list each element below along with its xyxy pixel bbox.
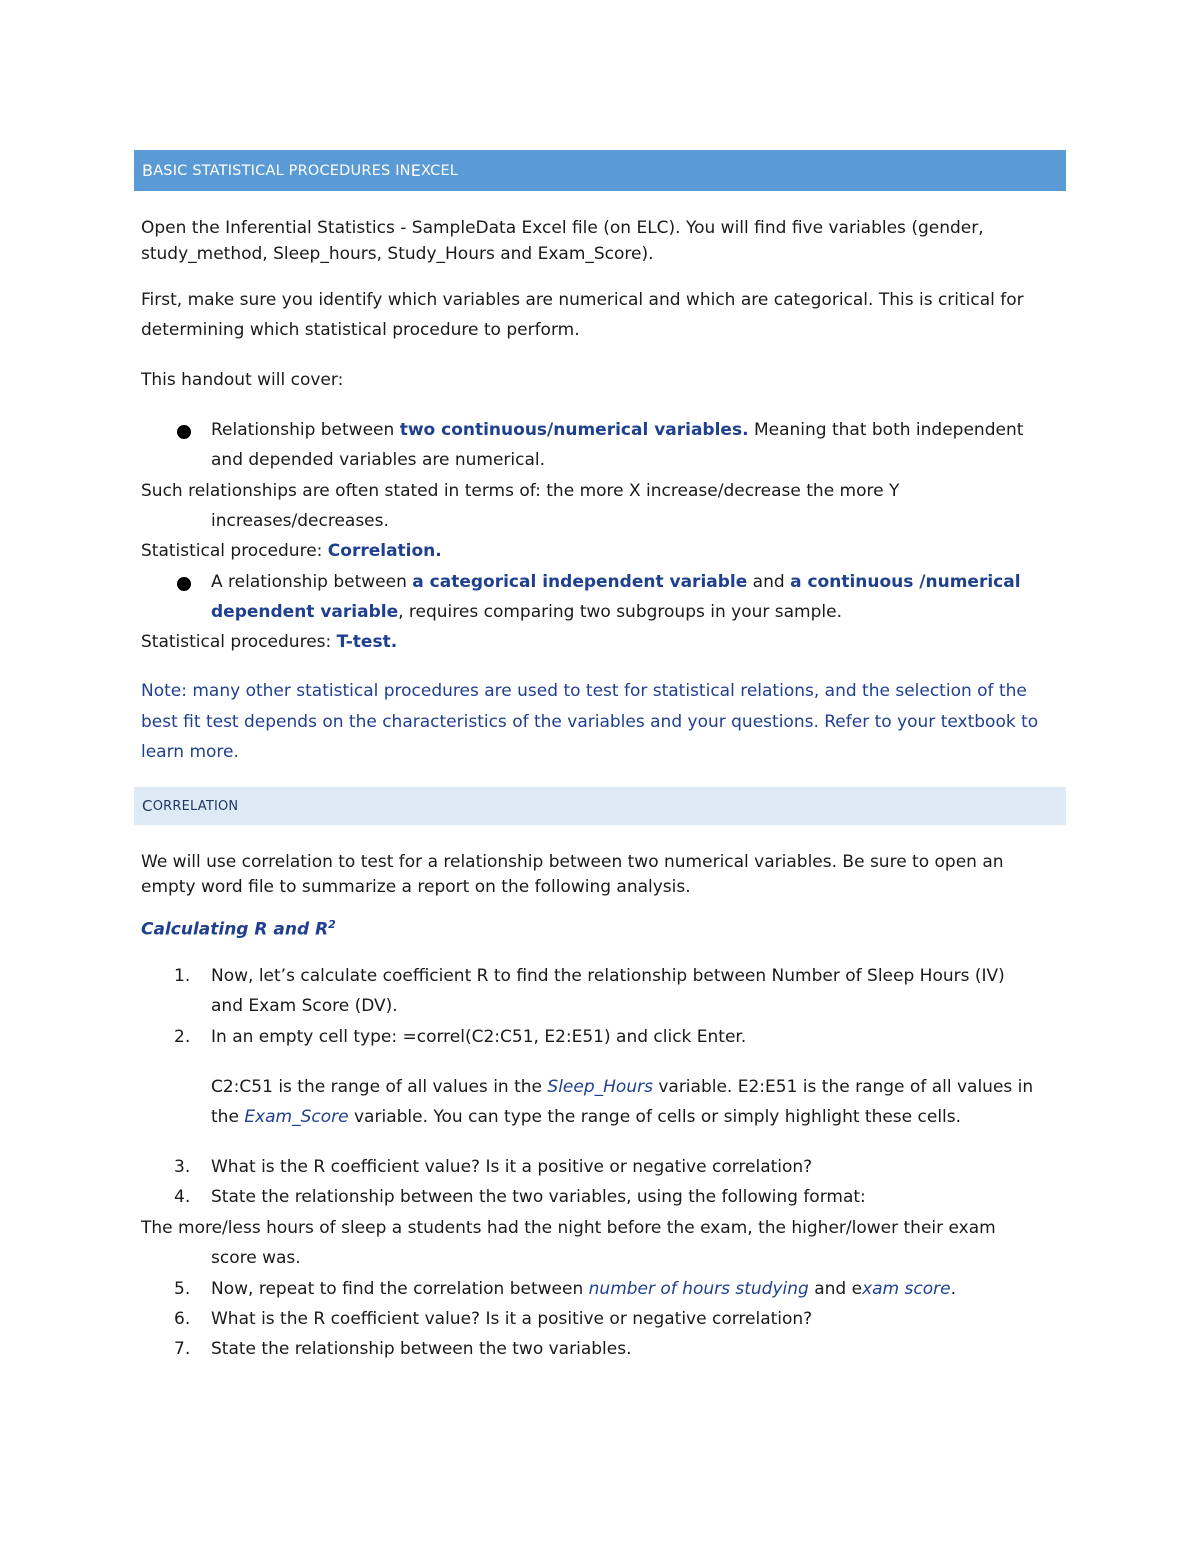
format-line-1: The more/less hours of sleep a students had the night before the exam, the higher/lower their exam (141, 1218, 996, 1238)
step-3-text: What is the R coefficient value? Is it a positive or negative correlation? (211, 1157, 813, 1177)
bullet-2-text-a: A relationship between (211, 572, 413, 592)
step-6-text: What is the R coefficient value? Is it a positive or negative correlation? (211, 1309, 813, 1329)
exam-score-var: Exam_Score (244, 1107, 349, 1127)
step-number-5: 5. (174, 1279, 191, 1299)
bullet-2-line-1 (211, 572, 1021, 592)
such-relationships-line-1: Such relationships are often stated in terms of: the more X increase/decrease the more Y (141, 481, 900, 501)
step-number-3: 3. (174, 1157, 191, 1177)
section-header-correlation (134, 787, 1066, 825)
sleep-hours-var: Sleep_Hours (547, 1077, 653, 1097)
step-2-sub-line-1 (211, 1077, 1033, 1097)
step-2-sub-text-d: the (211, 1107, 245, 1127)
header-cap-c: C (142, 797, 153, 815)
correlation-intro-line-1: We will use correlation to test for a relationship between two numerical variables. Be sure to open an (141, 852, 1004, 872)
such-relationships-line-2: increases/decreases. (211, 511, 389, 531)
header-text-correlation: ORRELATION (152, 798, 239, 814)
step-number-4: 4. (174, 1187, 191, 1207)
correlation-intro-line-2: empty word file to summarize a report on the following analysis. (141, 877, 691, 897)
bullet-2-text-end: , requires comparing two subgroups in your sample. (398, 602, 842, 622)
note-line-1: Note: many other statistical procedures are used to test for statistical relations, and the selection of the (141, 681, 1027, 701)
step-5-text (211, 1279, 956, 1299)
step-4-text: State the relationship between the two variables, using the following format: (211, 1187, 866, 1207)
calculating-heading-sup: 2 (328, 918, 336, 931)
procedure-label: Statistical procedures: (141, 632, 337, 652)
step-1-line-2: and Exam Score (DV). (211, 996, 398, 1016)
section-header-basic-procedures (134, 150, 1066, 191)
step-2-sub-text-c: variable. E2:E51 is the range of all values in (652, 1077, 1034, 1097)
step-5-text-c: and e (808, 1279, 863, 1299)
step-5-text-e: . (950, 1279, 956, 1299)
procedure-ttest (141, 632, 397, 652)
identify-paragraph-line-1: First, make sure you identify which variables are numerical and which are categorical. This is critical for (141, 290, 1024, 310)
bullet-1-line-1 (211, 420, 1023, 440)
header-text-1: ASIC STATISTICAL PROCEDURES IN (153, 162, 411, 179)
procedure-value: Correlation. (327, 541, 442, 561)
header-cap-e: E (410, 161, 422, 180)
step-5-text-a: Now, repeat to find the correlation between (211, 1279, 589, 1299)
bullet-2-emphasis-1: a categorical independent variable (412, 572, 748, 592)
handout-cover-text: This handout will cover: (141, 370, 344, 390)
hours-studying-var: number of hours studying (588, 1279, 809, 1299)
procedure-correlation (141, 541, 442, 561)
bullet-1-text-a: Relationship between (211, 420, 400, 440)
step-7-text: State the relationship between the two variables. (211, 1339, 632, 1359)
step-2-sub-line-2 (211, 1107, 961, 1127)
bullet-1-line-2: and depended variables are numerical. (211, 450, 546, 470)
calculating-heading-text: Calculating R and R (141, 919, 329, 940)
intro-paragraph-line-1: Open the Inferential Statistics - SampleData Excel file (on ELC). You will find five variables (gender, (141, 218, 984, 238)
step-number-1: 1. (174, 966, 191, 986)
bullet-2-emphasis-3: dependent variable (211, 602, 399, 622)
bullet-1-text-c: Meaning that both independent (748, 420, 1024, 440)
intro-paragraph-line-2: study_method, Sleep_hours, Study_Hours and Exam_Score). (141, 244, 654, 264)
step-2-sub-text-a: C2:C51 is the range of all values in the (211, 1077, 548, 1097)
bullet-2-text-c: and (747, 572, 791, 592)
bullet-dot-icon (177, 425, 191, 439)
procedure-value: T-test. (336, 632, 398, 652)
step-2-sub-text-e: variable. You can type the range of cells or simply highlight these cells. (348, 1107, 962, 1127)
header-text-2: XCEL (421, 162, 459, 179)
header-cap-b: B (142, 161, 154, 180)
exam-score-phrase: xam score (862, 1279, 951, 1299)
procedure-label: Statistical procedure: (141, 541, 328, 561)
identify-paragraph-line-2: determining which statistical procedure to perform. (141, 320, 580, 340)
step-number-2: 2. (174, 1027, 191, 1047)
bullet-2-line-2 (211, 602, 842, 622)
step-number-7: 7. (174, 1339, 191, 1359)
bullet-1-emphasis: two continuous/numerical variables. (399, 420, 749, 440)
note-line-3: learn more. (141, 742, 239, 762)
step-number-6: 6. (174, 1309, 191, 1329)
step-1-line-1: Now, let’s calculate coefficient R to find the relationship between Number of Sleep Hours (IV) (211, 966, 1005, 986)
note-line-2: best fit test depends on the characteristics of the variables and your questions. Refer to your textbook to (141, 712, 1039, 732)
format-line-2: score was. (211, 1248, 301, 1268)
bullet-dot-icon (177, 577, 191, 591)
step-2-text: In an empty cell type: =correl(C2:C51, E2:E51) and click Enter. (211, 1027, 747, 1047)
calculating-heading (141, 915, 336, 940)
bullet-2-emphasis-2: a continuous /numerical (790, 572, 1021, 592)
